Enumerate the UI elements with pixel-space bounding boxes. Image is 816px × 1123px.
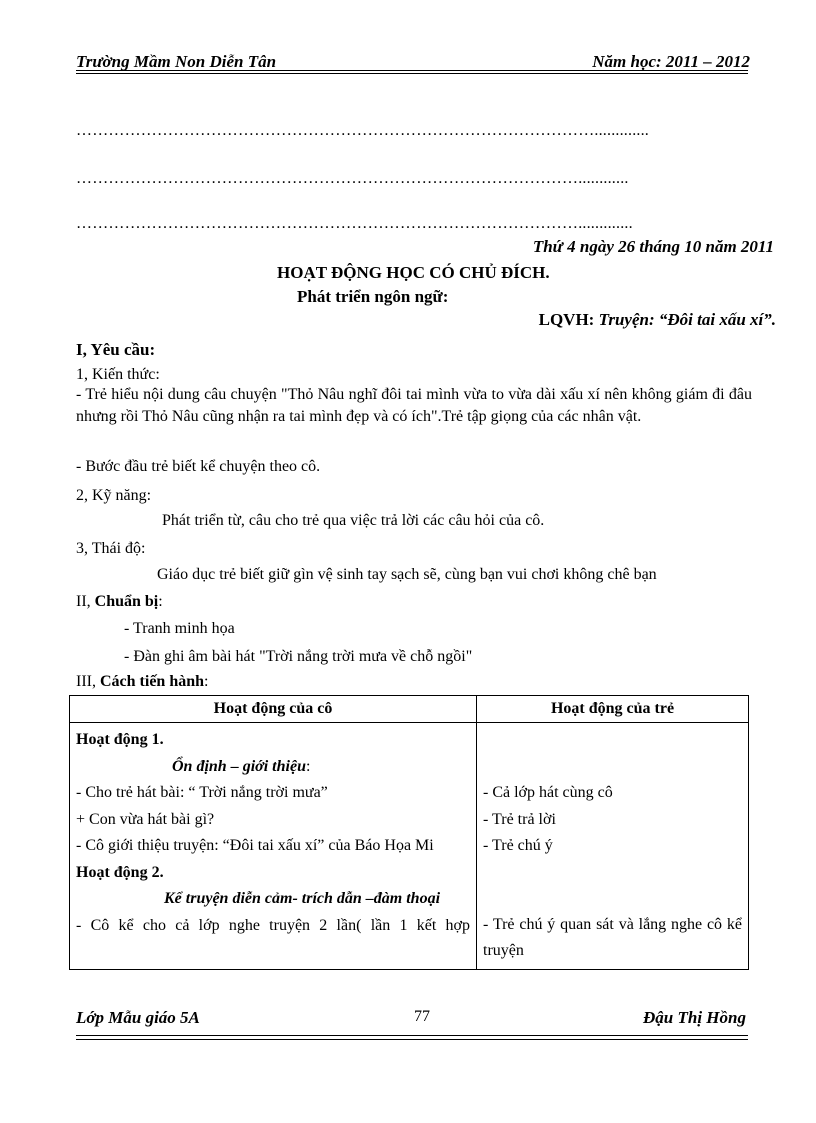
knowledge-item-2: - Bước đầu trẻ biết kể chuyện theo cô. xyxy=(76,458,321,475)
date-line: Thứ 4 ngày 26 tháng 10 năm 2011 xyxy=(532,237,774,256)
activity-1-title: Ổn định – giới thiệu: xyxy=(172,757,311,775)
teacher-activities xyxy=(70,723,477,970)
proc-colon: : xyxy=(204,673,209,690)
footer-teacher: Đậu Thị Hồng xyxy=(643,1008,746,1027)
children-line-answer: - Trẻ trả lời xyxy=(483,810,556,828)
children-line-listen: - Trẻ chú ý quan sát và lắng nghe cô kể truyện xyxy=(483,915,742,959)
dot-line-1: ……………………………………………………………………………………............. xyxy=(76,122,649,139)
proc-number: III, xyxy=(76,673,100,690)
knowledge-paragraph: - Trẻ hiểu nội dung câu chuyện "Thỏ Nâu nghĩ đôi tai mình vừa to vừa dài xấu xí nên không giám đi đâu nhưng rồi Thỏ Nâu cũng nhận ra tai mình đẹp và có ích".Trẻ tập giọng của các nhân vật. xyxy=(76,386,752,425)
prep-label: Chuẩn bị xyxy=(94,593,159,610)
children-line-attention: - Trẻ chú ý xyxy=(483,837,553,854)
activity-title: HOẠT ĐỘNG HỌC CÓ CHỦ ĐÍCH. xyxy=(277,263,550,282)
lesson-prefix: LQVH: xyxy=(538,310,599,329)
teacher-line-question: + Con vừa hát bài gì? xyxy=(76,810,215,828)
dot-line-2: …………………………………………………………………………………............ xyxy=(76,170,629,187)
footer-rule-bottom xyxy=(76,1039,748,1040)
subject-title: Phát triển ngôn ngữ: xyxy=(297,287,449,306)
section-preparation xyxy=(76,593,163,611)
footer-page-number: 77 xyxy=(414,1008,430,1025)
children-activities xyxy=(477,723,749,970)
footer-class: Lớp Mẫu giáo 5A xyxy=(76,1008,200,1027)
lesson-title xyxy=(539,310,776,330)
activity-2-title: Kể truyện diễn cảm- trích dẫn –đàm thoại xyxy=(164,890,441,907)
header-rule-bottom xyxy=(76,73,748,74)
section-knowledge: 1, Kiến thức: xyxy=(76,366,160,383)
attitude-text: Giáo dục trẻ biết giữ gìn vệ sinh tay sạch sẽ, cùng bạn vui chơi không chê bạn xyxy=(157,566,657,583)
footer-rule-top xyxy=(76,1035,748,1036)
section-skills: 2, Kỹ năng: xyxy=(76,487,152,504)
prep-colon: : xyxy=(158,593,163,610)
activity-table xyxy=(69,695,749,970)
section-requirements: I, Yêu cầu: xyxy=(76,340,156,359)
teacher-line-tell: - Cô kể cho cả lớp nghe truyện 2 lần( lần 1 kết hợp xyxy=(76,916,470,934)
prep-item-1: - Tranh minh họa xyxy=(124,620,235,637)
header-rule-top xyxy=(76,70,748,71)
header-school: Trường Mầm Non Diễn Tân xyxy=(76,52,277,71)
teacher-line-intro: - Cô giới thiệu truyện: “Đôi tai xấu xí” của Báo Họa Mi xyxy=(76,837,434,854)
prep-number: II, xyxy=(76,593,95,610)
dot-line-3: …………………………………………………………………………………............. xyxy=(76,215,633,232)
teacher-line-sing: - Cho trẻ hát bài: “ Trời nắng trời mưa” xyxy=(76,784,328,801)
col-header-teacher: Hoạt động của cô xyxy=(70,696,477,723)
header-school-year: Năm học: 2011 – 2012 xyxy=(592,52,750,71)
children-line-sing: - Cả lớp hát cùng cô xyxy=(483,784,613,801)
activity-1-label: Hoạt động 1. xyxy=(76,731,164,748)
proc-label: Cách tiến hành xyxy=(99,673,205,690)
prep-item-2: - Đàn ghi âm bài hát "Trời nắng trời mưa về chỗ ngồi" xyxy=(124,648,473,665)
skills-text: Phát triển từ, câu cho trẻ qua việc trả lời các câu hỏi của cô. xyxy=(162,512,545,529)
col-header-children: Hoạt động của trẻ xyxy=(477,696,749,723)
section-attitude: 3, Thái độ: xyxy=(76,540,146,557)
section-procedure xyxy=(76,673,208,691)
lesson-name: Truyện: “Đôi tai xấu xí”. xyxy=(598,310,776,329)
activity-2-label: Hoạt động 2. xyxy=(76,863,164,881)
